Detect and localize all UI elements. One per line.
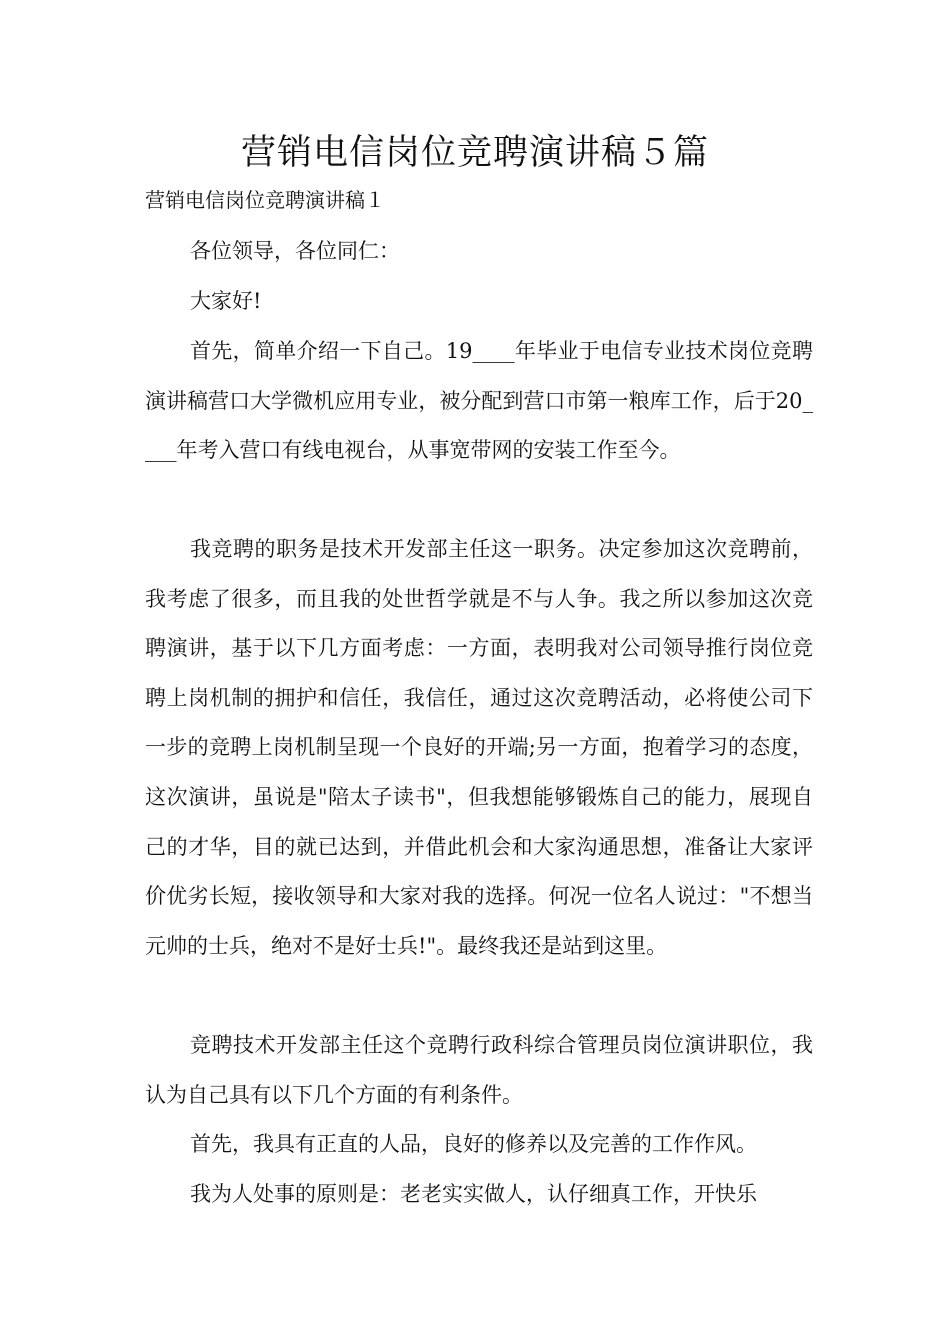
paragraph-principle: 我为人处事的原则是：老老实实做人，认仔细真工作，开快乐 <box>190 1182 757 1206</box>
paragraph-self-introduction: 首先，简单介绍一下自己。19____年毕业于电信专业技术岗位竞聘演讲稿营口大学微机应用专业，被分配到营口市第一粮库工作，后于20____年考入营口有线电视台，从事宽带网的安装工作至今。 <box>145 339 813 463</box>
paragraph-first-condition: 首先，我具有正直的人品，良好的修养以及完善的工作作风。 <box>190 1132 757 1156</box>
paragraph-greeting: 各位领导，各位同仁： <box>190 239 400 263</box>
paragraph-position-conditions: 竞聘技术开发部主任这个竞聘行政科综合管理员岗位演讲职位，我认为自己具有以下几个方面的有利条件。 <box>145 1033 813 1107</box>
paragraph-hello: 大家好! <box>190 289 262 313</box>
document-subtitle: 营销电信岗位竞聘演讲稿１ <box>145 188 385 212</box>
paragraph-job-motivation: 我竞聘的职务是技术开发部主任这一职务。决定参加这次竞聘前，我考虑了很多，而且我的处世哲学就是不与人争。我之所以参加这次竞聘演讲，基于以下几方面考虑：一方面，表明我对公司领导推行岗位竞聘上岗机制的拥护和信任，我信任，通过这次竞聘活动，必将使公司下一步的竞聘上岗机制呈现一个良好的开端;另一方面，抱着学习的态度，这次演讲，虽说是"陪太子读书"，但我想能够锻炼自己的能力，展现自己的才华，目的就已达到，并借此机会和大家沟通思想，准备让大家评价优劣长短，接收领导和大家对我的选择。何况一位名人说过："不想当元帅的士兵，绝对不是好士兵!"。最终我还是站到这里。 <box>145 537 813 958</box>
document-title: 营销电信岗位竞聘演讲稿５篇 <box>240 133 709 173</box>
